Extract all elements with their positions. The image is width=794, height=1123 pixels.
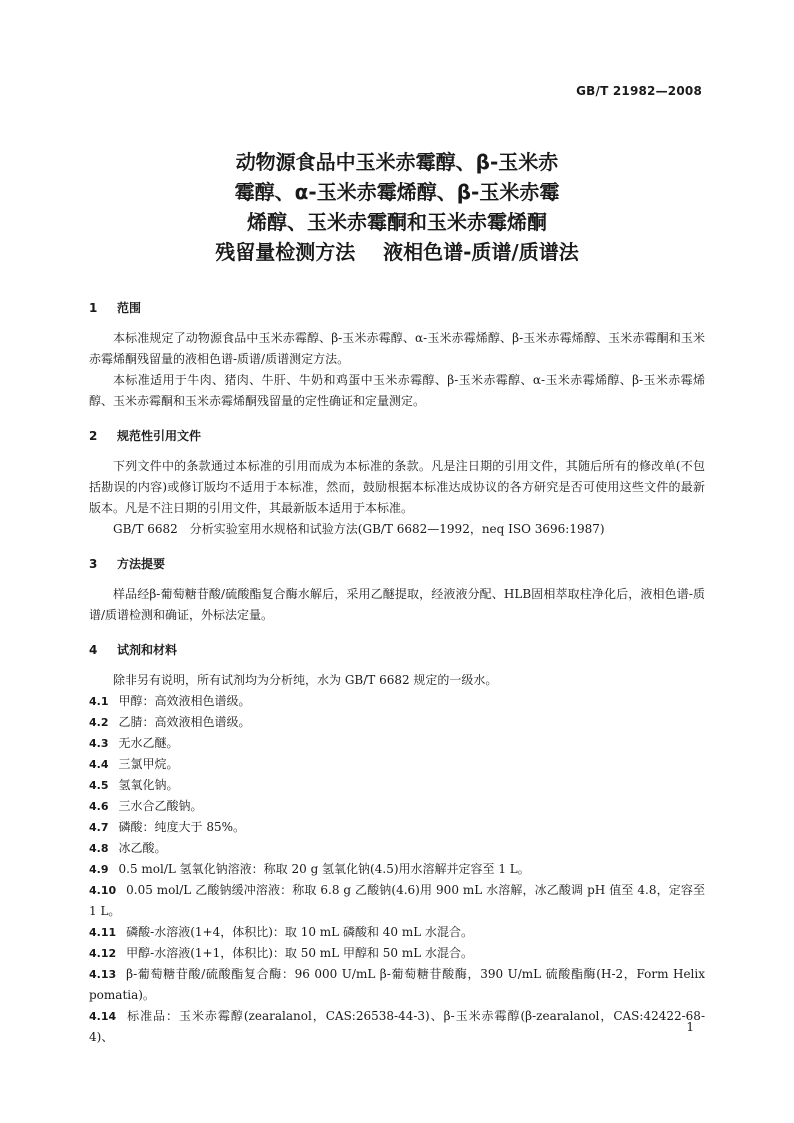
- item-text: 氢氧化钠。: [118, 778, 179, 792]
- item-text: 乙腈：高效液相色谱级。: [118, 715, 251, 729]
- section-number: 4: [89, 643, 98, 657]
- item-number: 4.4: [89, 758, 109, 771]
- section-heading-normative-references: [89, 426, 705, 446]
- item-number: 4.11: [89, 926, 117, 939]
- item-number: 4.2: [89, 716, 109, 729]
- standard-number: GB/T 21982—2008: [576, 84, 702, 98]
- item-text: 标准品：玉米赤霉醇(zearalanol，CAS:26538-44-3)、β-玉米赤霉醇(β-zearalanol，CAS:42422-68-4)、: [89, 1009, 705, 1044]
- list-item: [89, 838, 705, 859]
- title-line: 动物源食品中玉米赤霉醇、β-玉米赤: [235, 150, 559, 174]
- section-title: 试剂和材料: [117, 643, 178, 657]
- item-text: 甲醇：高效液相色谱级。: [118, 694, 251, 708]
- document-body: [89, 298, 705, 1048]
- reference-entry: GB/T 6682 分析实验室用水规格和试验方法(GB/T 6682—1992，neq ISO 3696:1987): [113, 522, 605, 536]
- section-title: 范围: [117, 301, 142, 315]
- list-item: [89, 859, 705, 880]
- item-number: 4.6: [89, 800, 109, 813]
- paragraph: 本标准适用于牛肉、猪肉、牛肝、牛奶和鸡蛋中玉米赤霉醇、β-玉米赤霉醇、α-玉米赤霉烯醇、β-玉米赤霉烯醇、玉米赤霉酮和玉米赤霉烯酮残留量的定性确证和定量测定。: [89, 373, 705, 408]
- item-number: 4.1: [89, 695, 109, 708]
- section-number: 3: [89, 557, 98, 571]
- list-item: [89, 964, 705, 1006]
- list-item: [89, 754, 705, 775]
- section-heading-scope: [89, 298, 705, 318]
- title-line: 残留量检测方法 液相色谱-质谱/质谱法: [215, 240, 579, 264]
- item-text: 0.5 mol/L 氢氧化钠溶液：称取 20 g 氢氧化钠(4.5)用水溶解并定容至 1 L。: [118, 862, 530, 876]
- section-title: 规范性引用文件: [117, 429, 202, 443]
- item-number: 4.8: [89, 842, 109, 855]
- item-number: 4.12: [89, 947, 117, 960]
- item-text: 磷酸-水溶液(1+4，体积比)：取 10 mL 磷酸和 40 mL 水混合。: [126, 925, 474, 939]
- item-number: 4.9: [89, 863, 109, 876]
- list-item: [89, 880, 705, 922]
- list-item: [89, 712, 705, 733]
- item-number: 4.7: [89, 821, 109, 834]
- item-text: 磷酸：纯度大于 85%。: [118, 820, 245, 834]
- item-number: 4.14: [89, 1010, 117, 1023]
- paragraph: 本标准规定了动物源食品中玉米赤霉醇、β-玉米赤霉醇、α-玉米赤霉烯醇、β-玉米赤霉烯醇、玉米赤霉酮和玉米赤霉烯酮残留量的液相色谱-质谱/质谱测定方法。: [89, 331, 705, 366]
- item-text: 无水乙醚。: [118, 736, 179, 750]
- section-title: 方法提要: [117, 557, 166, 571]
- paragraph: 下列文件中的条款通过本标准的引用而成为本标准的条款。凡是注日期的引用文件，其随后所有的修改单(不包括勘误的内容)或修订版均不适用于本标准，然而，鼓励根据本标准达成协议的各方研究是否可使用这些文件的最新版本。凡是不注日期的引用文件，其最新版本适用于本标准。: [89, 459, 705, 515]
- title-line: 烯醇、玉米赤霉酮和玉米赤霉烯酮: [247, 210, 547, 234]
- section-number: 2: [89, 429, 98, 443]
- item-number: 4.5: [89, 779, 109, 792]
- item-text: 甲醇-水溶液(1+1，体积比)：取 50 mL 甲醇和 50 mL 水混合。: [126, 946, 474, 960]
- list-item: [89, 922, 705, 943]
- document-title: [0, 147, 794, 267]
- list-item: [89, 691, 705, 712]
- item-number: 4.13: [89, 968, 117, 981]
- item-text: 0.05 mol/L 乙酸钠缓冲溶液：称取 6.8 g 乙酸钠(4.6)用 900 mL 水溶解，冰乙酸调 pH 值至 4.8，定容至 1 L。: [89, 883, 705, 918]
- list-item: [89, 817, 705, 838]
- list-item: [89, 733, 705, 754]
- section-heading-method-summary: [89, 554, 705, 574]
- list-item: [89, 1006, 705, 1048]
- item-text: 三水合乙酸钠。: [118, 799, 203, 813]
- section-number: 1: [89, 301, 98, 315]
- list-item: [89, 796, 705, 817]
- item-text: 三氯甲烷。: [118, 757, 179, 771]
- item-number: 4.10: [89, 884, 117, 897]
- item-text: 冰乙酸。: [118, 841, 167, 855]
- item-number: 4.3: [89, 737, 109, 750]
- title-line: 霉醇、α-玉米赤霉烯醇、β-玉米赤霉: [234, 180, 560, 204]
- item-text: β-葡萄糖苷酸/硫酸酯复合酶：96 000 U/mL β-葡萄糖苷酸酶，390 U/mL 硫酸酯酶(H-2，Form Helix pomatia)。: [89, 967, 705, 1002]
- section-heading-reagents: [89, 640, 705, 660]
- page-number: 1: [686, 1020, 694, 1034]
- paragraph: 样品经β-葡萄糖苷酸/硫酸酯复合酶水解后，采用乙醚提取，经液液分配、HLB固相萃取柱净化后，液相色谱-质谱/质谱检测和确证，外标法定量。: [89, 587, 705, 622]
- paragraph: 除非另有说明，所有试剂均为分析纯，水为 GB/T 6682 规定的一级水。: [113, 673, 498, 687]
- list-item: [89, 775, 705, 796]
- list-item: [89, 943, 705, 964]
